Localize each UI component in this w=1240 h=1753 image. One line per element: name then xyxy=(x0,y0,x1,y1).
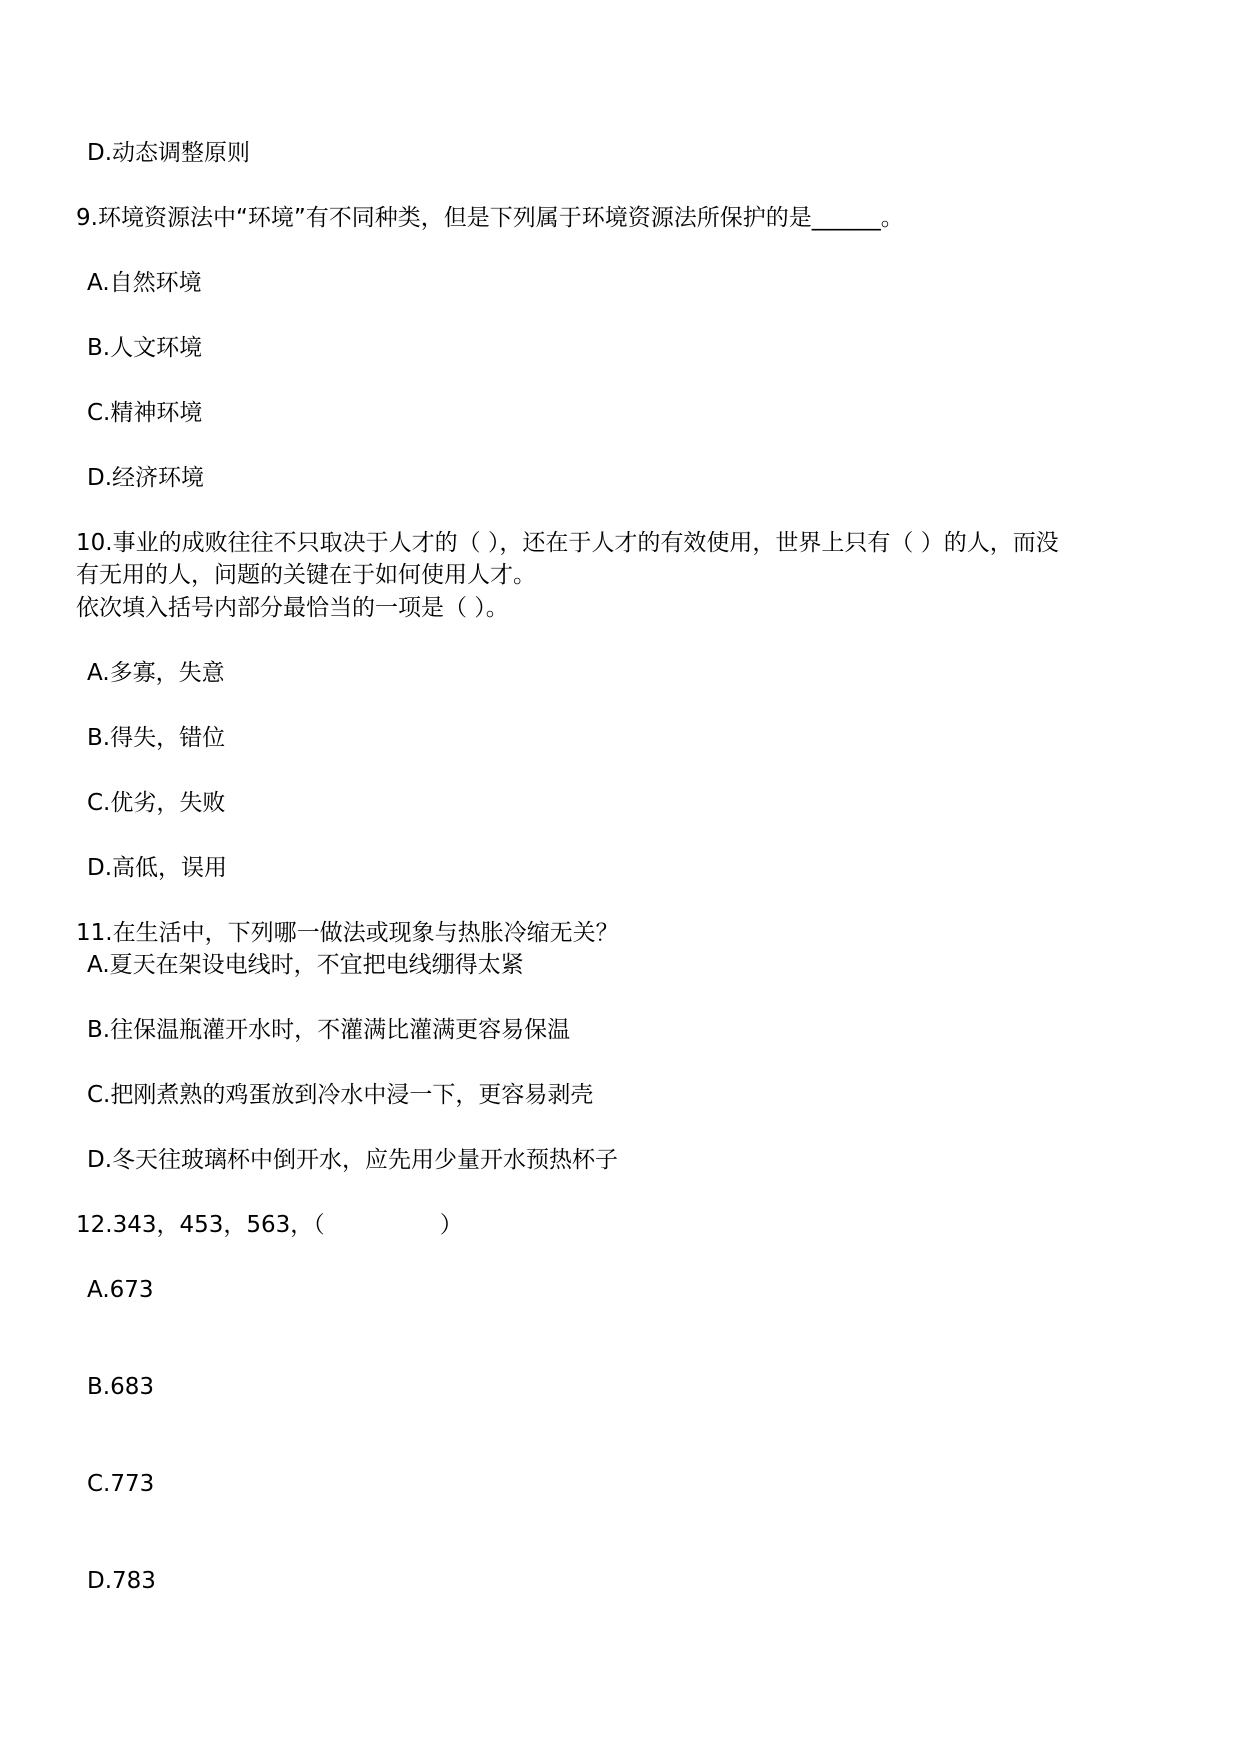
question-9-stem: 9.环境资源法中“环境”有不同种类，但是下列属于环境资源法所保护的是______。 xyxy=(76,205,904,231)
question-10-option-c: C.优劣，失败 xyxy=(87,790,226,816)
question-12-option-c: C.773 xyxy=(87,1471,155,1497)
question-10-option-d: D.高低，误用 xyxy=(87,855,228,881)
question-12-option-b: B.683 xyxy=(87,1374,154,1400)
question-11-option-d: D.冬天往玻璃杯中倒开水，应先用少量开水预热杯子 xyxy=(87,1147,619,1173)
question-10-option-b: B.得失，错位 xyxy=(87,725,226,751)
question-12-stem: 12.343，453，563，（ ） xyxy=(76,1212,463,1238)
question-11-option-b: B.往保温瓶灌开水时，不灌满比灌满更容易保温 xyxy=(87,1017,571,1043)
question-9-option-a: A.自然环境 xyxy=(87,270,202,296)
question-10-option-a: A.多寡，失意 xyxy=(87,660,225,686)
question-9-option-b: B.人文环境 xyxy=(87,335,203,361)
question-11-option-a: A.夏天在架设电线时，不宜把电线绷得太紧 xyxy=(87,952,524,978)
question-10-stem-line3: 依次填入括号内部分最恰当的一项是（ ）。 xyxy=(76,595,509,621)
prev-option-d: D.动态调整原则 xyxy=(87,140,251,166)
question-9-option-c: C.精神环境 xyxy=(87,400,203,426)
question-12-option-d: D.783 xyxy=(87,1568,156,1594)
question-9-option-d: D.经济环境 xyxy=(87,465,205,491)
question-12-option-a: A.673 xyxy=(87,1277,154,1303)
question-11-option-c: C.把刚煮熟的鸡蛋放到冷水中浸一下，更容易剥壳 xyxy=(87,1082,594,1108)
question-10-stem-line2: 有无用的人，问题的关键在于如何使用人才。 xyxy=(76,562,536,588)
question-11-stem: 11.在生活中，下列哪一做法或现象与热胀冷缩无关？ xyxy=(76,920,619,946)
question-10-stem-line1: 10.事业的成败往往不只取决于人才的（ ），还在于人才的有效使用，世界上只有（ ）的人，而没 xyxy=(76,530,1059,556)
